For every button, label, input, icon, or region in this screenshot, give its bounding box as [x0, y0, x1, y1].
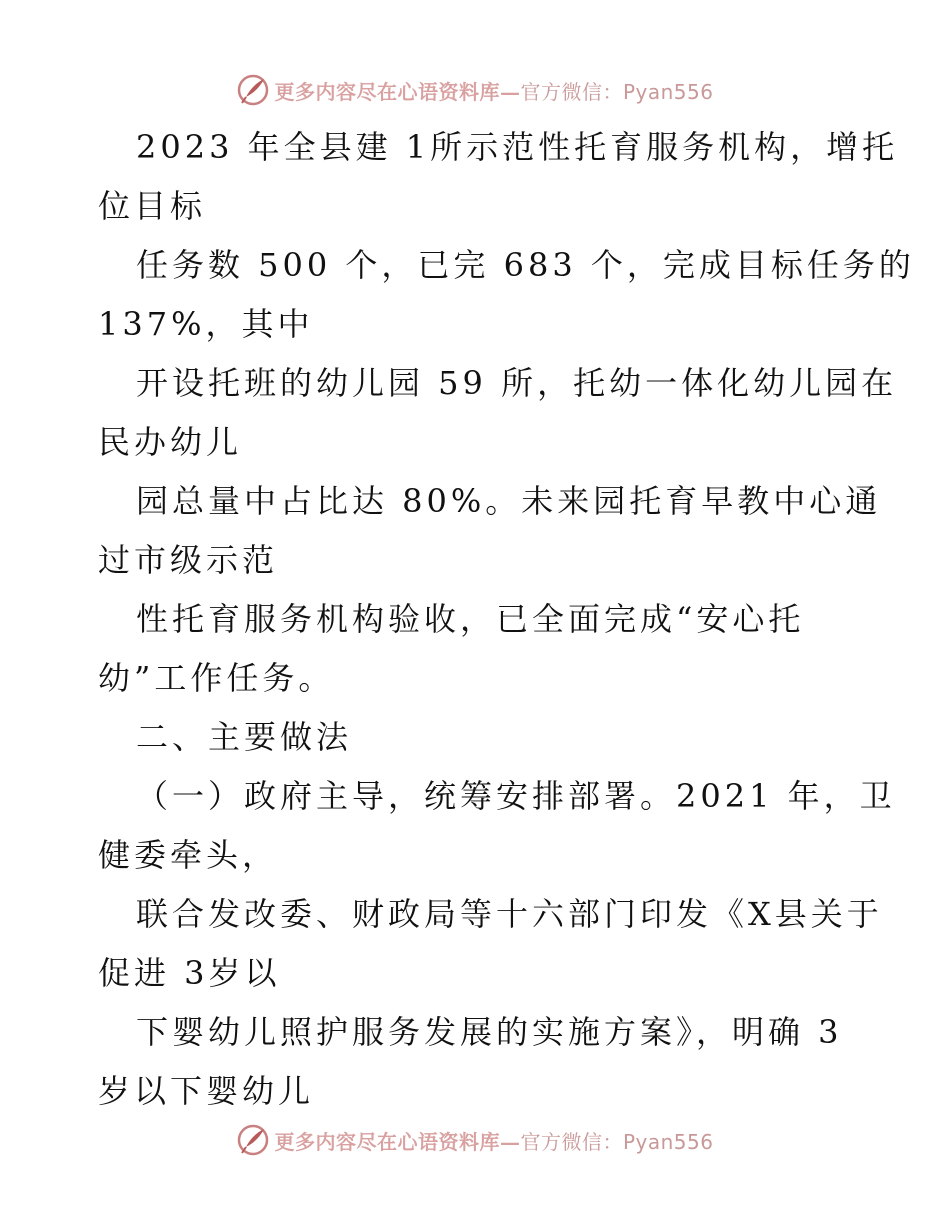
document-body	[98, 118, 915, 1121]
text-line: （一）政府主导，统筹安排部署。2021 年，卫	[136, 777, 896, 815]
text-line: 园总量中占比达 80%。未来园托育早教中心通	[136, 482, 882, 520]
header-watermark	[0, 70, 950, 110]
watermark-site-text: 更多内容尽在心语资料库	[274, 79, 500, 104]
watermark-wechat-text: 官方微信：Pyan556	[520, 79, 714, 104]
text-line: 2023 年全县建 1所示范性托育服务机构，增托	[136, 128, 899, 166]
watermark-dash: —	[499, 79, 521, 104]
text-line: 健委牵头，	[98, 836, 279, 874]
text-line: 137%，其中	[98, 305, 314, 343]
watermark-dash: —	[499, 1129, 521, 1154]
footer-watermark	[0, 1120, 950, 1160]
text-line: 岁以下婴幼儿	[98, 1072, 315, 1110]
text-line: 幼”工作任务。	[98, 659, 335, 697]
text-line: 开设托班的幼儿园 59 所，托幼一体化幼儿园在	[136, 364, 898, 402]
watermark-wechat-text: 官方微信：Pyan556	[520, 1129, 714, 1154]
feather-pen-logo-icon	[236, 73, 270, 107]
text-line: 民办幼儿	[98, 423, 243, 461]
text-line: 促进 3岁以	[98, 954, 281, 992]
text-line: 下婴幼儿照护服务发展的实施方案》，明确 3	[136, 1013, 843, 1051]
text-line: 位目标	[98, 187, 207, 225]
text-line: 联合发改委、财政局等十六部门印发《X县关于	[136, 895, 883, 933]
text-line: 性托育服务机构验收，已全面完成“安心托	[136, 600, 805, 638]
text-line: 过市级示范	[98, 541, 279, 579]
text-line: 任务数 500 个，已完 683 个，完成目标任务的	[136, 246, 915, 284]
watermark-site-text: 更多内容尽在心语资料库	[274, 1129, 500, 1154]
feather-pen-logo-icon	[236, 1123, 270, 1157]
text-line: 二、主要做法	[136, 718, 353, 756]
